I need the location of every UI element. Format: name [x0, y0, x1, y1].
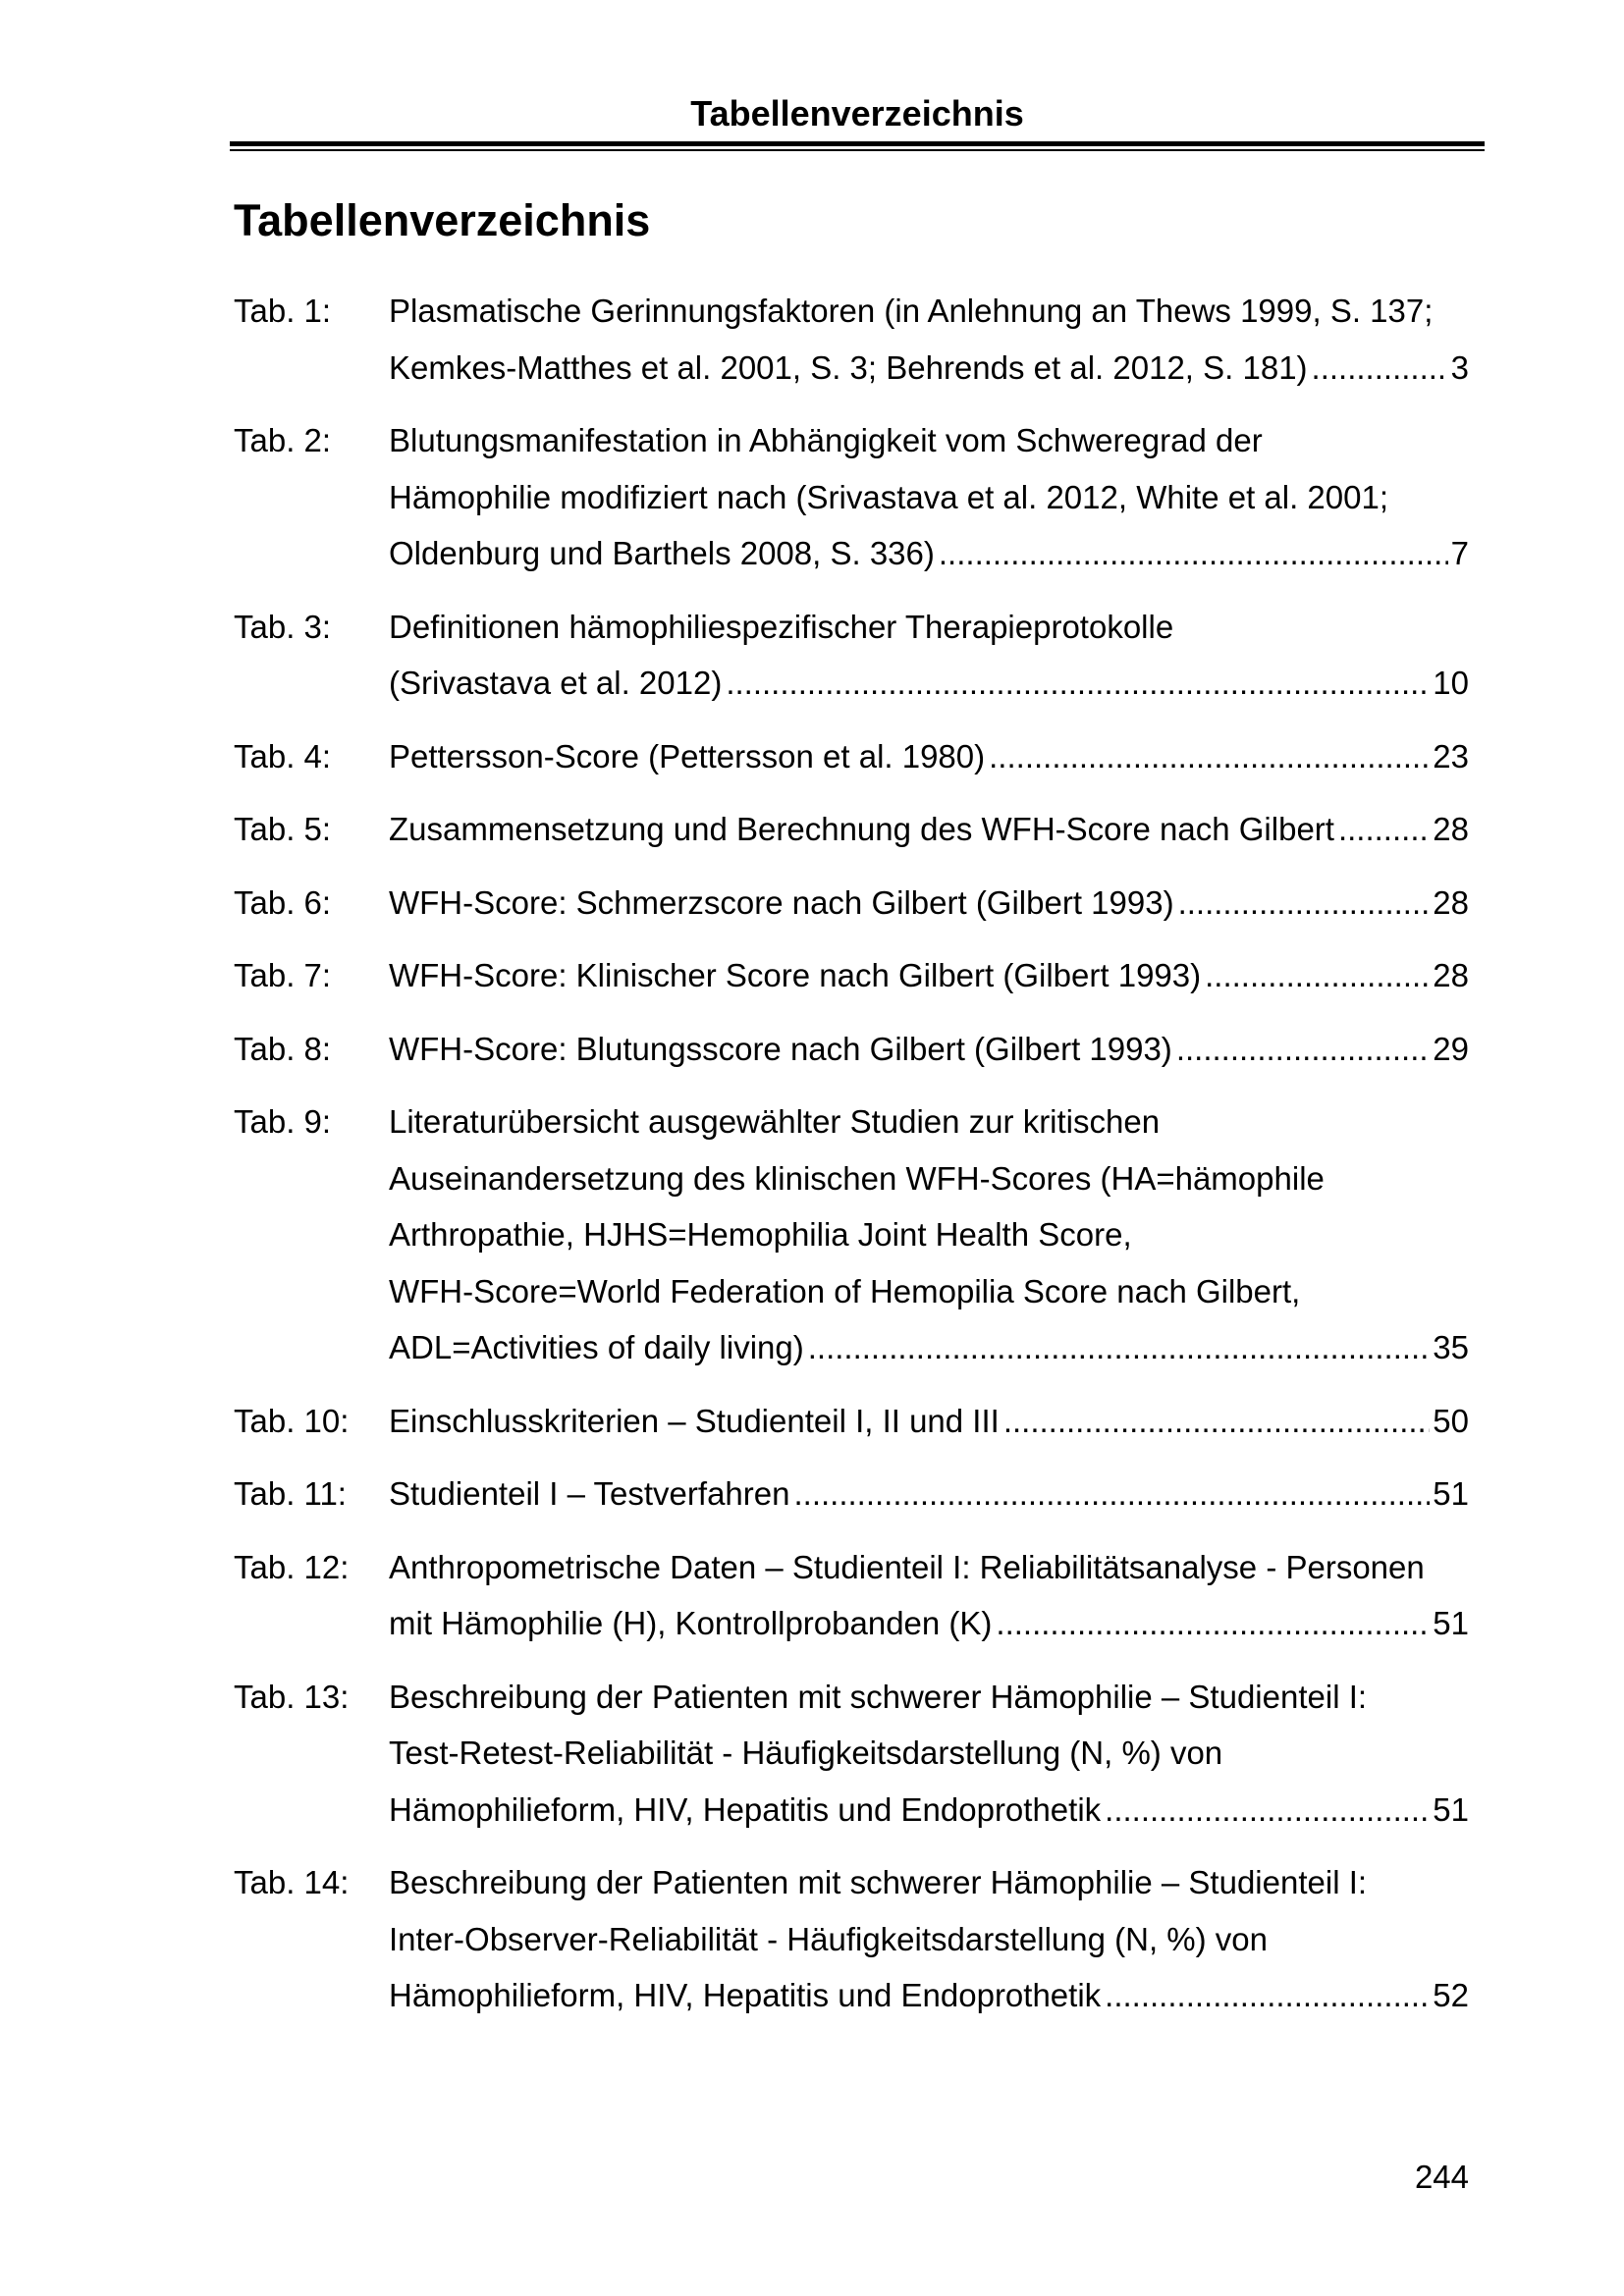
dot-leader: [1178, 875, 1431, 932]
toc-entry-text-line: Oldenburg und Barthels 2008, S. 336): [389, 535, 935, 571]
header-rule-thick: [230, 141, 1485, 146]
toc-entry-text-line: ADL=Activities of daily living): [389, 1329, 804, 1365]
toc-entry-text-line: mit Hämophilie (H), Kontrollprobanden (K): [389, 1605, 993, 1641]
toc-entry-label: Tab. 11:: [234, 1475, 347, 1512]
dot-leader: [939, 525, 1448, 582]
toc-entry-text-line: Hämophilie modifiziert nach (Srivastava et al. 2012, White et al. 2001;: [389, 478, 1389, 515]
toc-entry-body: [389, 875, 1469, 932]
toc-entry-label: Tab. 7:: [234, 957, 332, 993]
toc-entry-label: Tab. 10:: [234, 1402, 350, 1439]
toc-entry-body: [389, 728, 1469, 785]
toc-entry-text-line: Hämophilieform, HIV, Hepatitis und Endoprothetik: [389, 1977, 1102, 2013]
toc-entry-text-line: Plasmatische Gerinnungsfaktoren (in Anlehnung an Thews 1999, S. 137;: [389, 293, 1434, 329]
toc-entry: [234, 875, 1469, 932]
toc-entry-text-line: Arthropathie, HJHS=Hemophilia Joint Health Score,: [389, 1216, 1132, 1253]
toc-entry-label: Tab. 8:: [234, 1030, 332, 1067]
toc-entry-label: Tab. 4:: [234, 737, 332, 774]
toc-entry-body: [389, 1854, 1469, 2024]
toc-entry-last-line: [389, 525, 1469, 582]
running-header: Tabellenverzeichnis: [690, 93, 1024, 133]
toc-entry-label: Tab. 6:: [234, 883, 332, 921]
toc-entry-label: Tab. 2:: [234, 422, 332, 458]
toc-entry-page: 29: [1433, 1030, 1469, 1067]
toc-entry-last-line: [389, 1782, 1469, 1839]
toc-entry-body: [389, 283, 1469, 396]
toc-entry-body: [389, 947, 1469, 1004]
toc-entry-label: Tab. 12:: [234, 1548, 350, 1585]
table-of-tables: [234, 283, 1469, 2041]
toc-entry-last-line: [389, 1393, 1469, 1450]
toc-entry-text-line: Inter-Observer-Reliabilität - Häufigkeitsdarstellung (N, %) von: [389, 1920, 1268, 1957]
toc-entry-text-line: Blutungsmanifestation in Abhängigkeit vom Schweregrad der: [389, 422, 1263, 458]
toc-entry-body: [389, 599, 1469, 712]
toc-entry: [234, 1094, 1469, 1376]
toc-entry-last-line: [389, 728, 1469, 785]
section-title: Tabellenverzeichnis: [234, 195, 651, 245]
toc-entry-text-line: Test-Retest-Reliabilität - Häufigkeitsdarstellung (N, %) von: [389, 1735, 1223, 1771]
toc-entry-label: Tab. 13:: [234, 1678, 350, 1715]
toc-entry-text-line: Beschreibung der Patienten mit schwerer Hämophilie – Studienteil I:: [389, 1678, 1368, 1715]
toc-entry-text-line: Anthropometrische Daten – Studienteil I: Reliabilitätsanalyse - Personen: [389, 1548, 1425, 1585]
toc-entry-label: Tab. 14:: [234, 1864, 350, 1900]
toc-entry: [234, 1669, 1469, 1839]
toc-entry-text-line: WFH-Score: Klinischer Score nach Gilbert (Gilbert 1993): [389, 957, 1202, 993]
toc-entry: [234, 1466, 1469, 1522]
toc-entry-label: Tab. 5:: [234, 811, 332, 847]
toc-entry-text-line: Hämophilieform, HIV, Hepatitis und Endoprothetik: [389, 1790, 1102, 1828]
toc-entry-text-line: Definitionen hämophiliespezifischer Therapieprotokolle: [389, 608, 1174, 645]
toc-entry-body: [389, 1094, 1469, 1376]
toc-entry-last-line: [389, 1466, 1469, 1522]
toc-entry-page: 51: [1433, 1790, 1469, 1828]
toc-entry-label: Tab. 9:: [234, 1103, 332, 1140]
toc-entry-text-line: Kemkes-Matthes et al. 2001, S. 3; Behrends et al. 2012, S. 181): [389, 348, 1308, 386]
toc-entry-text-line: WFH-Score=World Federation of Hemopilia Score nach Gilbert,: [389, 1272, 1301, 1309]
toc-entry-page: 28: [1433, 957, 1469, 993]
toc-entry-body: [389, 1021, 1469, 1078]
toc-entry-last-line: [389, 340, 1469, 397]
dot-leader: [1338, 801, 1430, 858]
toc-entry-last-line: [389, 655, 1469, 712]
dot-leader: [1105, 1782, 1430, 1839]
toc-entry: [234, 728, 1469, 785]
dot-leader: [1176, 1021, 1430, 1078]
toc-entry-label: Tab. 3:: [234, 608, 332, 645]
toc-entry-page: 28: [1433, 883, 1469, 921]
toc-entry-body: [389, 1466, 1469, 1522]
toc-entry: [234, 412, 1469, 582]
toc-entry-page: 10: [1433, 665, 1469, 701]
toc-entry-last-line: [389, 1595, 1469, 1652]
toc-entry: [234, 1393, 1469, 1450]
toc-entry-page: 50: [1433, 1402, 1469, 1439]
dot-leader: [1105, 1967, 1430, 2024]
toc-entry: [234, 283, 1469, 396]
dot-leader: [808, 1319, 1431, 1376]
toc-entry-text-line: Studienteil I – Testverfahren: [389, 1475, 790, 1512]
toc-entry-text-line: Einschlusskriterien – Studienteil I, II und III: [389, 1402, 1000, 1439]
toc-entry-page: 35: [1433, 1329, 1469, 1365]
toc-entry: [234, 1021, 1469, 1078]
toc-entry-page: 51: [1433, 1605, 1469, 1641]
dot-leader: [1205, 947, 1430, 1004]
toc-entry-last-line: [389, 1967, 1469, 2024]
page-number: 244: [1414, 2159, 1469, 2195]
toc-entry-page: 51: [1433, 1475, 1469, 1512]
toc-entry-text-line: Zusammensetzung und Berechnung des WFH-Score nach Gilbert: [389, 811, 1334, 847]
dot-leader: [989, 728, 1430, 785]
toc-entry-body: [389, 801, 1469, 858]
dot-leader: [793, 1466, 1430, 1522]
toc-entry: [234, 1539, 1469, 1652]
toc-entry-label: Tab. 1:: [234, 293, 332, 329]
toc-entry-text-line: Literaturübersicht ausgewählter Studien zur kritischen: [389, 1103, 1161, 1140]
toc-entry-page: 3: [1450, 348, 1469, 386]
dot-leader: [1312, 340, 1448, 397]
toc-entry: [234, 947, 1469, 1004]
toc-entry: [234, 599, 1469, 712]
dot-leader: [1003, 1393, 1430, 1450]
toc-entry-body: [389, 1393, 1469, 1450]
toc-entry-last-line: [389, 801, 1469, 858]
toc-entry-last-line: [389, 1021, 1469, 1078]
toc-entry-last-line: [389, 947, 1469, 1004]
toc-entry-last-line: [389, 875, 1469, 932]
toc-entry-body: [389, 1539, 1469, 1652]
toc-entry-text-line: Beschreibung der Patienten mit schwerer Hämophilie – Studienteil I:: [389, 1864, 1368, 1900]
toc-entry-text-line: Pettersson-Score (Pettersson et al. 1980): [389, 737, 986, 774]
toc-entry-body: [389, 1669, 1469, 1839]
toc-entry-text-line: Auseinandersetzung des klinischen WFH-Scores (HA=hämophile: [389, 1159, 1325, 1197]
toc-entry-text-line: (Srivastava et al. 2012): [389, 665, 723, 701]
toc-entry-page: 28: [1433, 811, 1469, 847]
toc-entry: [234, 1854, 1469, 2024]
dot-leader: [726, 655, 1430, 712]
toc-entry: [234, 801, 1469, 858]
toc-entry-page: 23: [1433, 737, 1469, 774]
toc-entry-text-line: WFH-Score: Schmerzscore nach Gilbert (Gilbert 1993): [389, 883, 1174, 921]
toc-entry-page: 52: [1433, 1977, 1469, 2013]
toc-entry-body: [389, 412, 1469, 582]
dot-leader: [996, 1595, 1430, 1652]
toc-entry-text-line: WFH-Score: Blutungsscore nach Gilbert (Gilbert 1993): [389, 1030, 1172, 1067]
toc-entry-last-line: [389, 1319, 1469, 1376]
toc-entry-page: 7: [1450, 535, 1469, 571]
header-rule-thin: [230, 149, 1485, 151]
